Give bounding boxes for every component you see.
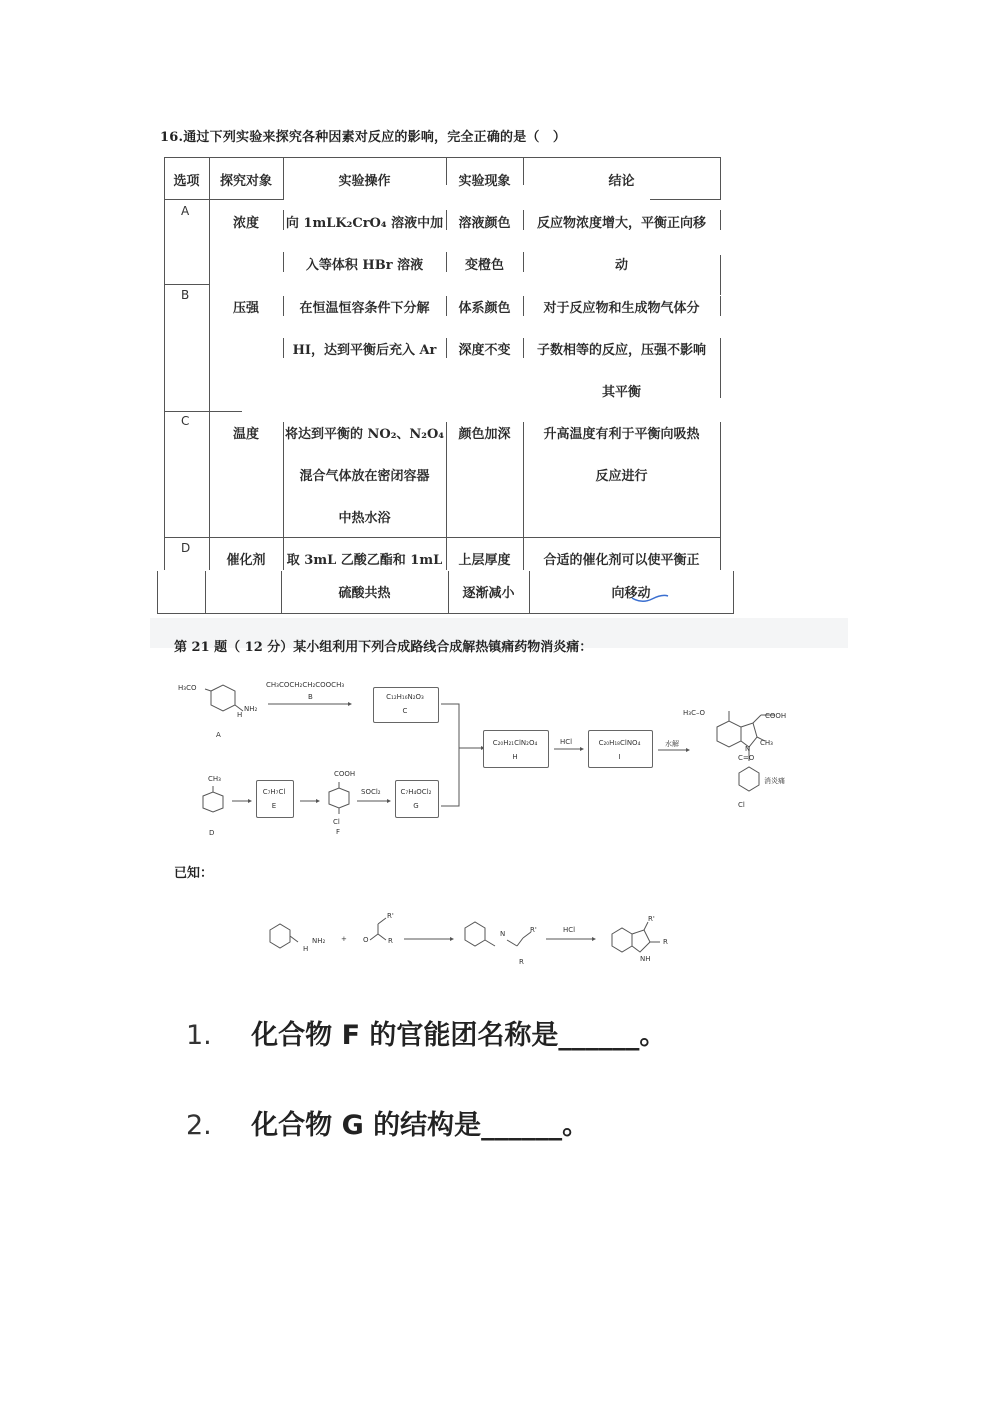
sub-question-2: 2. 化合物 G 的结构是______。	[186, 1110, 590, 1141]
ketone-structure	[360, 912, 400, 952]
row-c-operation: 中热水浴	[338, 511, 391, 526]
row-a-phenomenon: 溶液颜色	[458, 216, 511, 231]
reagent-b-formula: CH₃COCH₂CH₂COOCH₃	[266, 681, 345, 689]
row-b-operation: HI，达到平衡后充入 Ar	[292, 343, 437, 358]
row-c-operation: 混合气体放在密闭容器	[299, 469, 430, 484]
compound-f-label: F	[336, 828, 341, 836]
arrow-icon	[357, 797, 391, 805]
row-d-phenomenon: 逐渐减小	[462, 586, 515, 601]
compound-i-box	[588, 730, 653, 768]
product-name: 消炎痛	[764, 777, 785, 785]
arrow-icon	[658, 746, 690, 754]
row-a-phenomenon: 变橙色	[464, 258, 504, 273]
row-c-phenomenon: 颜色加深	[458, 427, 511, 442]
table-border-left	[164, 157, 165, 570]
compound-d-label: D	[209, 829, 215, 837]
table-divider	[244, 199, 284, 200]
row-c-conclusion: 升高温度有利于平衡向吸热	[543, 427, 700, 442]
row-d-conclusion: 向移动	[611, 586, 651, 601]
compound-f-structure	[325, 778, 355, 823]
merge-connector	[437, 700, 487, 810]
option-c: C	[181, 414, 190, 428]
table-divider	[164, 284, 209, 285]
row-b-conclusion: 子数相等的反应，压强不影响	[536, 343, 706, 358]
option-d: D	[181, 541, 191, 555]
table-header: 实验操作	[338, 174, 391, 189]
row-c-subject: 温度	[232, 427, 259, 442]
compound-h-box	[483, 730, 549, 768]
row-d-operation: 硫酸共热	[338, 586, 391, 601]
question-21-title: 第 21 题（ 12 分）某小组利用下列合成路线合成解热镇痛药物消炎痛：	[174, 640, 593, 655]
table-header: 探究对象	[219, 174, 272, 189]
row-b-operation: 在恒温恒容条件下分解	[299, 301, 430, 316]
table-border-bottom	[157, 613, 734, 614]
toluene-structure	[199, 780, 229, 820]
row-d-subject: 催化剂	[226, 553, 266, 568]
row-a-operation: 入等体积 HBr 溶液	[305, 258, 424, 273]
row-b-conclusion: 对于反应物和生成物气体分	[543, 301, 700, 316]
compound-a-label: A	[216, 731, 221, 739]
compound-e-box	[256, 780, 294, 818]
arrow-icon	[554, 745, 584, 753]
arrow-icon	[404, 935, 454, 943]
table-divider	[650, 199, 721, 200]
row-d-operation: 取 3mL 乙酸乙酯和 1mL	[286, 553, 443, 568]
row-a-operation: 向 1mLK₂CrO₄ 溶液中加	[285, 216, 444, 231]
row-a-conclusion: 反应物浓度增大，平衡正向移	[536, 216, 706, 231]
known-label: 已知：	[174, 866, 214, 881]
table-header: 结论	[608, 174, 635, 189]
row-b-subject: 压强	[232, 301, 259, 316]
arrow-icon	[232, 797, 252, 805]
table-divider	[164, 537, 721, 538]
table-header: 实验现象	[458, 174, 511, 189]
option-b: B	[181, 288, 190, 302]
row-c-conclusion: 反应进行	[595, 469, 648, 484]
arrow-icon	[300, 797, 320, 805]
row-c-operation: 将达到平衡的 NO₂、N₂O₄	[284, 427, 445, 442]
compound-g-box	[395, 780, 439, 818]
row-d-phenomenon: 上层厚度	[458, 553, 511, 568]
table-border-top	[164, 157, 721, 158]
row-a-subject: 浓度	[232, 216, 259, 231]
handwritten-underline	[630, 592, 670, 604]
table-divider	[164, 411, 242, 412]
table-border-right	[720, 157, 721, 199]
row-d-conclusion: 合适的催化剂可以使平衡正	[543, 553, 700, 568]
row-b-phenomenon: 深度不变	[458, 343, 511, 358]
row-b-phenomenon: 体系颜色	[458, 301, 511, 316]
row-b-conclusion: 其平衡	[601, 385, 641, 400]
sub-question-1: 1. 化合物 F 的官能团名称是______。	[186, 1020, 667, 1051]
arrow-icon	[268, 700, 353, 708]
question-16-title: 16.通过下列实验来探究各种因素对反应的影响，完全正确的是（ ）	[160, 130, 567, 145]
table-header: 选项	[173, 174, 200, 189]
option-a: A	[181, 204, 190, 218]
row-a-conclusion: 动	[614, 258, 628, 273]
arrow-icon	[546, 935, 596, 943]
table-divider	[164, 199, 244, 200]
reagent-b-label: B	[308, 693, 313, 701]
